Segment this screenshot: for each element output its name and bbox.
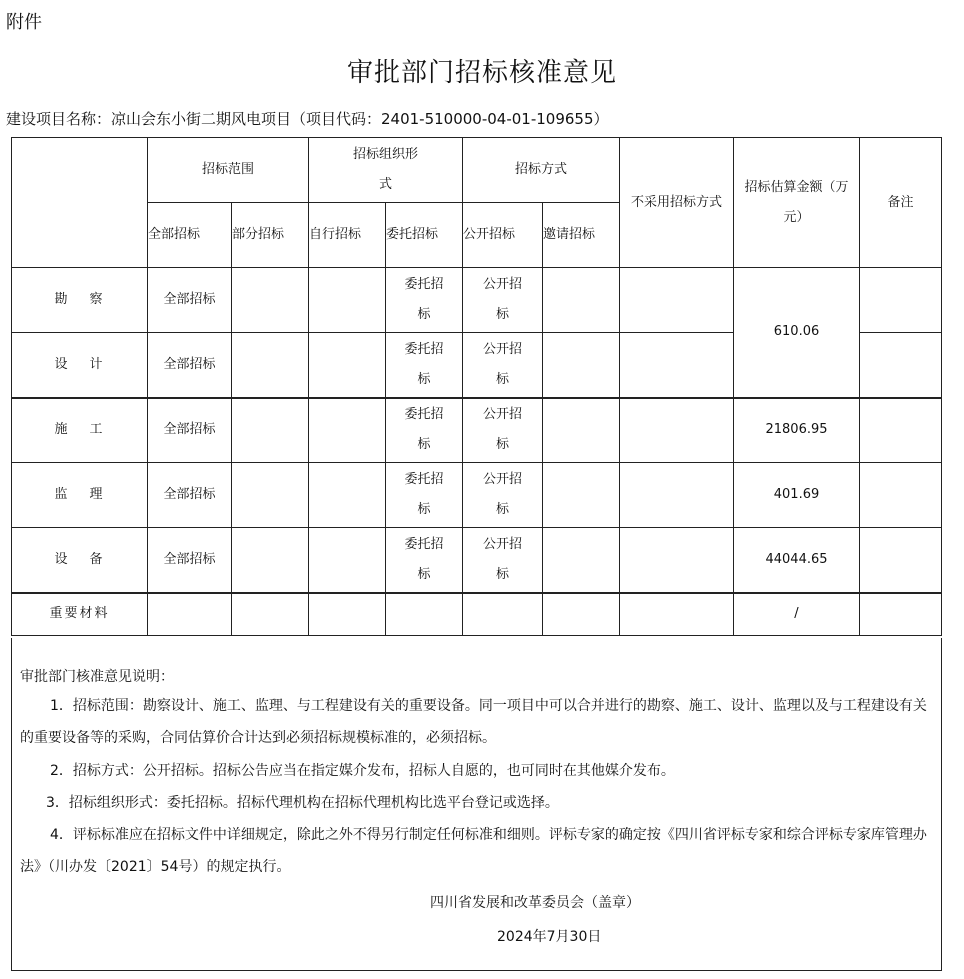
row-label: 设计 bbox=[12, 333, 148, 398]
cell-empty bbox=[309, 593, 386, 636]
attachment-label: 附件 bbox=[6, 12, 42, 33]
cell-org: 委托招标 bbox=[386, 333, 463, 398]
header-entrusted: 委托招标 bbox=[386, 203, 463, 268]
cell-org: 委托招标 bbox=[386, 528, 463, 593]
table-row bbox=[12, 593, 942, 636]
row-label: 监理 bbox=[12, 463, 148, 528]
header-estimate: 招标估算金额（万元） bbox=[734, 138, 860, 268]
corner-cell bbox=[12, 138, 148, 268]
cell-empty bbox=[232, 333, 309, 398]
cell-empty bbox=[543, 398, 620, 463]
cell-method: 公开招标 bbox=[463, 528, 543, 593]
row-label: 重要材料 bbox=[12, 593, 148, 636]
cell-empty bbox=[232, 463, 309, 528]
cell-scope: 全部招标 bbox=[148, 528, 232, 593]
cell-empty bbox=[860, 593, 942, 636]
cell-empty bbox=[860, 268, 942, 333]
notes-paragraph-1: 1．招标范围：勘察设计、施工、监理、与工程建设有关的重要设备。同一项目中可以合并进行的勘察、施工、设计、监理以及与工程建设有关的重要设备等的采购，合同估算价合计达到必须招标规模标准的，必须招标。 bbox=[20, 698, 927, 746]
header-organization: 招标组织形式 bbox=[309, 138, 463, 203]
cell-scope: 全部招标 bbox=[148, 463, 232, 528]
cell-empty bbox=[860, 333, 942, 398]
header-method: 招标方式 bbox=[463, 138, 620, 203]
cell-empty bbox=[386, 593, 463, 636]
cell-empty bbox=[309, 528, 386, 593]
cell-amount: 401.69 bbox=[734, 463, 860, 528]
cell-empty bbox=[860, 398, 942, 463]
table-row bbox=[12, 398, 942, 463]
cell-amount: 44044.65 bbox=[734, 528, 860, 593]
cell-empty bbox=[860, 528, 942, 593]
approval-table bbox=[11, 137, 942, 636]
cell-scope: 全部招标 bbox=[148, 398, 232, 463]
header-self: 自行招标 bbox=[309, 203, 386, 268]
cell-org: 委托招标 bbox=[386, 463, 463, 528]
cell-empty bbox=[309, 333, 386, 398]
cell-scope: 全部招标 bbox=[148, 268, 232, 333]
row-label: 施工 bbox=[12, 398, 148, 463]
cell-empty bbox=[620, 528, 734, 593]
header-partial: 部分招标 bbox=[232, 203, 309, 268]
header-remarks: 备注 bbox=[860, 138, 942, 268]
cell-empty bbox=[232, 593, 309, 636]
notes-section bbox=[11, 638, 942, 971]
cell-empty bbox=[232, 528, 309, 593]
notes-paragraph-3: 3．招标组织形式：委托招标。招标代理机构在招标代理机构比选平台登记或选择。 bbox=[46, 795, 559, 811]
cell-merged-amount: 610.06 bbox=[734, 268, 860, 398]
cell-scope: 全部招标 bbox=[148, 333, 232, 398]
cell-amount: 21806.95 bbox=[734, 398, 860, 463]
page-title: 审批部门招标核准意见 bbox=[346, 58, 617, 88]
cell-empty bbox=[463, 593, 543, 636]
cell-empty bbox=[148, 593, 232, 636]
project-line: 建设项目名称：凉山会东小街二期风电项目（项目代码：2401-510000-04-01-109655） bbox=[6, 110, 609, 128]
row-label: 勘察 bbox=[12, 268, 148, 333]
table-row bbox=[12, 268, 942, 333]
cell-empty bbox=[309, 268, 386, 333]
cell-empty bbox=[860, 463, 942, 528]
cell-amount: / bbox=[734, 593, 860, 636]
cell-empty bbox=[543, 593, 620, 636]
table-row bbox=[12, 528, 942, 593]
cell-method: 公开招标 bbox=[463, 268, 543, 333]
cell-empty bbox=[620, 268, 734, 333]
cell-method: 公开招标 bbox=[463, 463, 543, 528]
cell-empty bbox=[620, 333, 734, 398]
cell-empty bbox=[543, 528, 620, 593]
signer: 四川省发展和改革委员会（盖章） bbox=[430, 895, 640, 911]
cell-empty bbox=[620, 463, 734, 528]
cell-org: 委托招标 bbox=[386, 398, 463, 463]
cell-empty bbox=[620, 398, 734, 463]
cell-method: 公开招标 bbox=[463, 333, 543, 398]
cell-empty bbox=[309, 463, 386, 528]
cell-empty bbox=[620, 593, 734, 636]
header-scope: 招标范围 bbox=[148, 138, 309, 203]
header-full: 全部招标 bbox=[148, 203, 232, 268]
header-open: 公开招标 bbox=[463, 203, 543, 268]
cell-empty bbox=[543, 463, 620, 528]
cell-empty bbox=[232, 398, 309, 463]
cell-empty bbox=[543, 333, 620, 398]
header-invited: 邀请招标 bbox=[543, 203, 620, 268]
row-label: 设备 bbox=[12, 528, 148, 593]
notes-heading: 审批部门核准意见说明： bbox=[20, 669, 174, 685]
header-not-adopted: 不采用招标方式 bbox=[620, 138, 734, 268]
cell-method: 公开招标 bbox=[463, 398, 543, 463]
notes-paragraph-4: 4．评标标准应在招标文件中详细规定，除此之外不得另行制定任何标准和细则。评标专家的确定按《四川省评标专家和综合评标专家库管理办法》（川办发〔2021〕54号）的规定执行。 bbox=[20, 827, 927, 875]
notes-paragraph-2: 2．招标方式：公开招标。招标公告应当在指定媒介发布，招标人自愿的，也可同时在其他媒介发布。 bbox=[50, 763, 675, 779]
issue-date: 2024年7月30日 bbox=[497, 929, 602, 945]
table-row bbox=[12, 463, 942, 528]
cell-empty bbox=[543, 268, 620, 333]
cell-org: 委托招标 bbox=[386, 268, 463, 333]
cell-empty bbox=[232, 268, 309, 333]
cell-empty bbox=[309, 398, 386, 463]
